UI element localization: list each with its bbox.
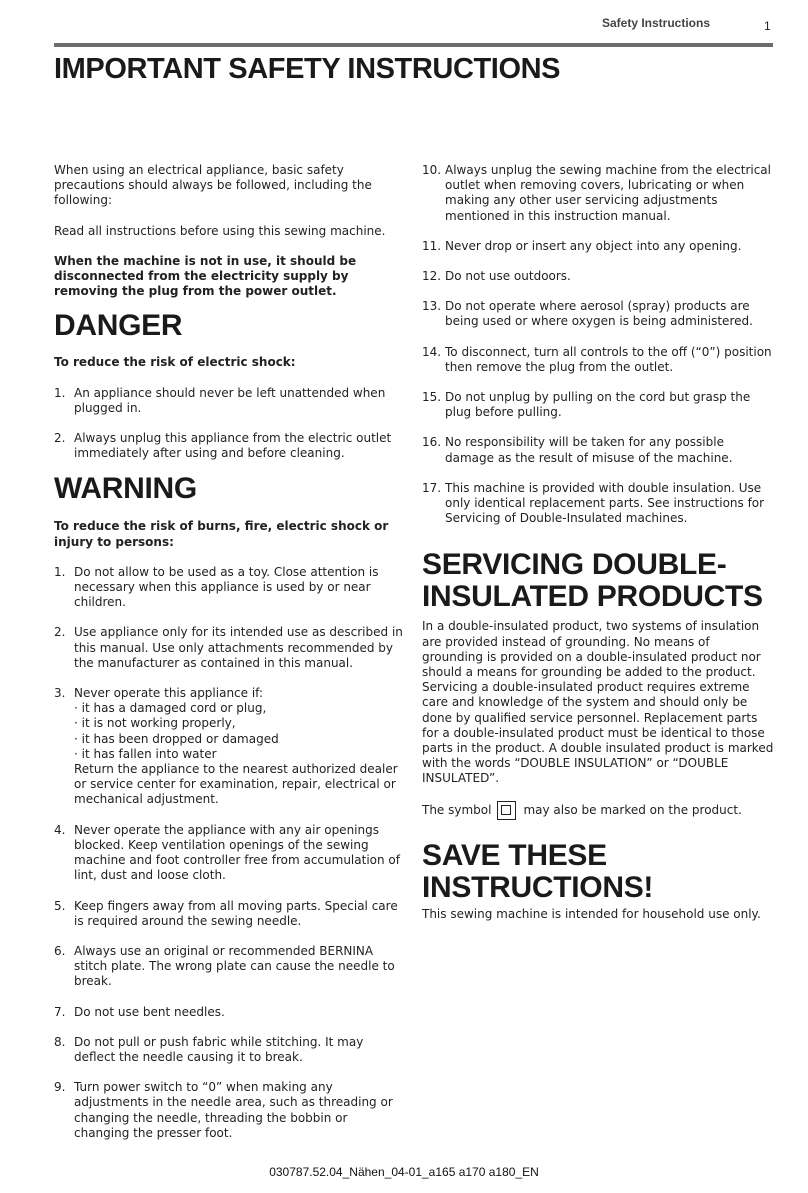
list-item-number: 3. [54, 686, 66, 701]
list-item [54, 431, 406, 461]
list-item [422, 239, 774, 254]
list-item-text: Keep fingers away from all moving parts. Special care is required around the sewing needle. [74, 898, 398, 928]
list-item-text: Do not use outdoors. [445, 269, 571, 284]
list-item-text: Never operate the appliance with any air openings blocked. Keep ventilation openings of the sewing machine and foot controller free from accumulation of lint, dust and loose cloth. [74, 822, 400, 883]
list-item-number: 6. [54, 943, 66, 958]
list-item-text: Do not allow to be used as a toy. Close attention is necessary when this appliance is used by or near children. [74, 564, 379, 610]
symbol-line [422, 801, 774, 820]
list-item-number: 4. [54, 822, 66, 837]
right-column [422, 163, 774, 922]
list-item-number: 2. [54, 625, 66, 640]
read-all-paragraph: Read all instructions before using this sewing machine. [54, 223, 386, 238]
list-item [422, 269, 774, 284]
list-item-text: Always use an original or recommended BERNINA stitch plate. The wrong plate can cause the needle to break. [74, 943, 395, 989]
list-item [422, 163, 774, 224]
list-item [54, 1080, 406, 1141]
list-item-text: Never operate this appliance if: · it has a damaged cord or plug, · it is not working properly, · it has been dropped or damaged · it has fallen into water Return the appliance to the nearest authorized dealer or service center for examination, repair, electrical or mechanical adjustment. [74, 686, 398, 807]
list-item [422, 345, 774, 375]
disconnect-note: When the machine is not in use, it should be disconnected from the electricity supply by removing the plug from the power outlet. [54, 253, 357, 299]
list-item [54, 1005, 406, 1020]
list-item [422, 481, 774, 527]
list-item-number: 14. [422, 344, 442, 359]
list-item-text: No responsibility will be taken for any possible damage as the result of misuse of the machine. [445, 435, 733, 465]
header-rule [54, 43, 773, 47]
page-title: IMPORTANT SAFETY INSTRUCTIONS [54, 53, 561, 85]
household-note: This sewing machine is intended for household use only. [422, 906, 761, 921]
warning-heading: WARNING [54, 472, 197, 506]
list-item-number: 11. [422, 238, 442, 253]
list-item-text: Use appliance only for its intended use as described in this manual. Use only attachments recommended by the manufacturer as contained in this manual. [74, 625, 403, 670]
list-item-text: Always unplug the sewing machine from the electrical outlet when removing covers, lubricating or when making any other user servicing adjustments mentioned in this instruction manual. [445, 163, 771, 223]
list-item-text: Turn power switch to “0” when making any adjustments in the needle area, such as threading or changing the needle, threading the bobbin or changing the presser foot. [74, 1080, 393, 1140]
list-item [54, 1035, 406, 1065]
list-item [54, 625, 406, 671]
list-item-number: 17. [422, 480, 442, 495]
list-item-number: 5. [54, 898, 66, 913]
intro-paragraph: When using an electrical appliance, basic safety precautions should always be followed, including the following: [54, 163, 372, 208]
warning-subheading: To reduce the risk of burns, fire, electric shock or injury to persons: [54, 519, 389, 549]
list-item [422, 435, 774, 465]
danger-list [54, 386, 406, 462]
document-footer: 030787.52.04_Nähen_04-01_a165 a170 a180_EN [269, 1165, 539, 1179]
list-item-number: 10. [422, 163, 442, 177]
list-item [54, 944, 406, 990]
list-item [54, 565, 406, 611]
list-item [54, 899, 406, 929]
list-item-text: An appliance should never be left unattended when plugged in. [74, 385, 386, 415]
list-item-number: 7. [54, 1004, 66, 1019]
list-item [54, 386, 406, 416]
list-item-number: 12. [422, 269, 442, 284]
double-insulation-icon [497, 801, 516, 820]
page-number: 1 [764, 19, 771, 33]
list-item-number: 2. [54, 431, 66, 446]
list-item [422, 390, 774, 420]
servicing-paragraph: In a double-insulated product, two systems of insulation are provided instead of grounding. No means of grounding is provided on a double-insulated product nor should a means for grounding be added to the product. Servicing a double-insulated product requires extreme care and knowledge of the system and should only be done by qualified service personnel. Replacement parts for a double-insulated product must be identical to those parts in the product. A double insulated product is marked with the words “DOUBLE INSULATION” or “DOUBLE INSULATED”. [422, 619, 774, 786]
list-item-number: 1. [54, 564, 66, 579]
list-item [422, 299, 774, 329]
list-item-number: 9. [54, 1080, 66, 1095]
list-item-text: Never drop or insert any object into any opening. [445, 238, 742, 253]
danger-subheading: To reduce the risk of electric shock: [54, 355, 296, 370]
danger-heading: DANGER [54, 309, 183, 343]
list-item-text: Do not operate where aerosol (spray) products are being used or where oxygen is being administered. [445, 299, 753, 329]
symbol-text-after: may also be marked on the product. [523, 803, 742, 818]
warning-list [54, 565, 406, 1141]
list-item-number: 13. [422, 299, 442, 314]
list-item-text: Always unplug this appliance from the electric outlet immediately after using and before cleaning. [74, 431, 392, 461]
left-column [54, 163, 406, 1141]
list-item-text: Do not use bent needles. [74, 1004, 225, 1019]
list-item [54, 823, 406, 884]
continued-list [422, 163, 774, 526]
list-item-text: Do not unplug by pulling on the cord but grasp the plug before pulling. [445, 390, 751, 420]
symbol-text-before: The symbol [422, 803, 492, 818]
list-item [54, 686, 406, 808]
servicing-heading: SERVICING DOUBLE-INSULATED PRODUCTS [422, 548, 763, 614]
list-item-number: 8. [54, 1034, 66, 1049]
list-item-number: 1. [54, 385, 66, 400]
header-section-title: Safety Instructions [601, 16, 710, 30]
list-item-number: 16. [422, 435, 442, 450]
list-item-text: Do not pull or push fabric while stitching. It may deflect the needle causing it to break. [74, 1034, 364, 1064]
list-item-text: This machine is provided with double insulation. Use only identical replacement parts. See instructions for Servicing of Double-Insulated machines. [445, 480, 765, 526]
save-heading: SAVE THESE INSTRUCTIONS! [422, 838, 654, 904]
list-item-number: 15. [422, 390, 442, 405]
list-item-text: To disconnect, turn all controls to the off (“0”) position then remove the plug from the outlet. [445, 344, 772, 374]
